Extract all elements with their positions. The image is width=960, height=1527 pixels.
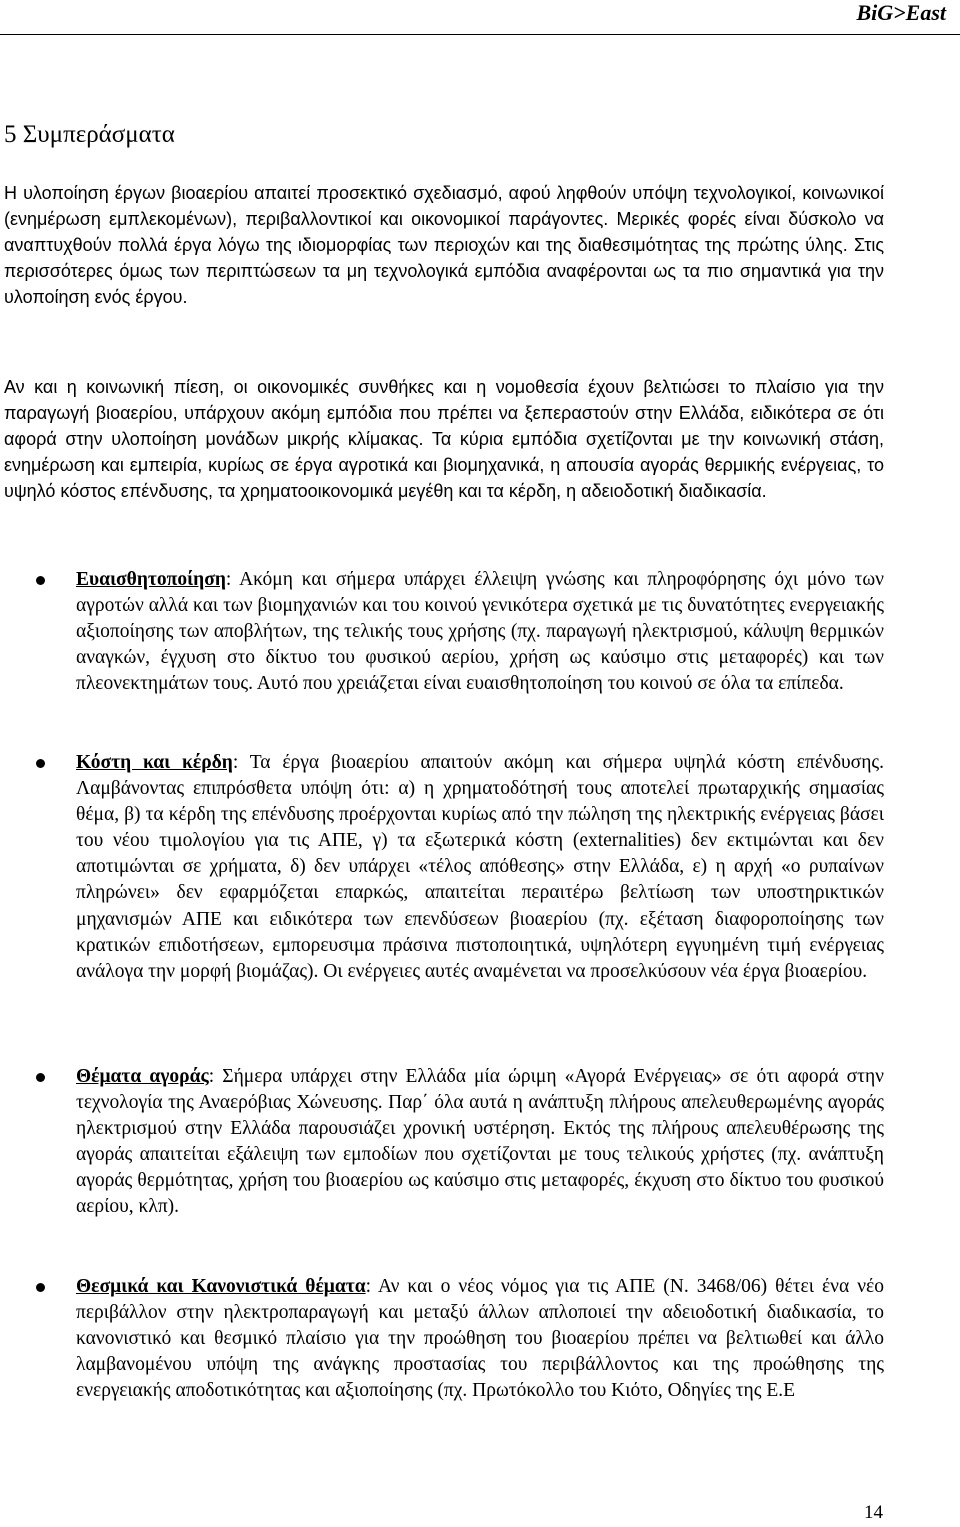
paragraph-intro: Η υλοποίηση έργων βιοαερίου απαιτεί προσεκτικό σχεδιασμό, αφού ληφθούν υπόψη τεχνολογικοί, κοινωνικοί (ενημέρωση εμπλεκομένων), περιβαλλοντικοί και οικονομικοί παράγοντες. Μερικές φορές είναι δύσκολο να αναπτυχθούν πολλά έργα λόγω της ιδιομορφίας των περιοχών και της διαθεσιμότητας της πρώτης ύλης. Στις περισσότερες όμως των περιπτώσεων τα μη τεχνολογικά εμπόδια αναφέρονται ως τα πιο σημαντικά για την υλοποίηση ενός έργου. xyxy=(4,183,884,308)
bullet-term: Ευαισθητοποίηση xyxy=(76,569,226,590)
header-divider xyxy=(0,34,960,35)
list-item-regulatory-issues xyxy=(0,1274,884,1404)
bullet-separator: : xyxy=(232,752,250,773)
bullet-text: Ακόμη και σήμερα υπάρχει έλλειψη γνώσης και πληροφόρησης όχι μόνο των αγροτών αλλά και των βιομηχανιών και του κοινού γενικότερα σχετικά με τις δυνατότητες ενεργειακής αξιοποίησης των αποβλήτων, της τελικής τους χρήσης (πχ. παραγωγή ηλεκτρισμού, κάλυψη θερμικών αναγκών, έγχυση στο δίκτυο του φυσικού αερίου, χρήση ως καύσιμο στις μεταφορές) και των πλεονεκτημάτων τους. Αυτό που χρειάζεται είναι ευαισθητοποίηση του κοινού σε όλα τα επίπεδα. xyxy=(76,569,884,695)
bullet-term: Κόστη και κέρδη xyxy=(76,752,233,773)
bullet-text: Τα έργα βιοαερίου απαιτούν ακόμη και σήμερα υψηλά κόστη επένδυσης. Λαμβάνοντας επιπρόσθετα υπόψη ότι: α) η χρηματοδότησή τους αποτελεί πρωταρχικής σημασίας θέμα, β) τα κέρδη της επένδυσης προέρχονται κυρίως από την πώληση της ηλεκτρικής ενέργειας βάσει του νέου τιμολογίου για τις ΑΠΕ, γ) τα εξωτερικά κόστη (externalities) δεν εκτιμώνται και δεν αποτιμώνται σε χρήματα, δ) δεν υπάρχει «τέλος απόθεσης» στην Ελλάδα, ε) η αρχή «ο ρυπαίνων πληρώνει» δεν εφαρμόζεται επαρκώς, απαιτείται περαιτέρω βελτίωση των υποστηρικτικών μηχανισμών ΑΠΕ και ειδικότερα των επενδύσεων βιοαερίου (πχ. εξέταση διαφοροποίησης των κρατικών επιδοτήσεων, εμπορευσιμα πράσινα πιστοποιητικά, υψηλότερη εγγυημένη τιμή ενέργειας ανάλογα την μορφή βιομάζας). Οι ενέργειες αυτές αναμένεται να προσελκύσουν νέα έργα βιοαερίου. xyxy=(76,752,884,982)
page-number: 14 xyxy=(864,1502,883,1523)
bullet-dot-icon xyxy=(36,1283,45,1292)
bullet-separator: : xyxy=(225,569,240,590)
list-item-market-issues xyxy=(0,1064,884,1274)
bullet-dot-icon xyxy=(36,759,45,768)
section-title: 5 Συμπεράσματα xyxy=(4,121,175,148)
bullet-text: Σήμερα υπάρχει στην Ελλάδα μία ώριμη «Αγορά Ενέργειας» σε ότι αφορά στην τεχνολογία της Αναερόβιας Χώνευσης. Παρ΄ όλα αυτά η ανάπτυξη πλήρους απελευθερωμένης αγοράς ηλεκτρισμού στην Ελλάδα παρουσιάζει χρονική υστέρηση. Εκτός της πλήρους απελευθέρωσης της αγοράς απαιτείται εξάλειψη των εμποδίων που σχετίζονται με τους τελικούς χρήστες (πχ. ανάπτυξη αγοράς θερμότητας, χρήση του βιοαερίου ως καύσιμο στις μεταφορές, έκχυση στο δίκτυο του φυσικού αερίου, κλπ). xyxy=(76,1066,884,1218)
bullet-term: Θέματα αγοράς xyxy=(76,1066,209,1087)
list-item-awareness xyxy=(0,567,884,750)
bullet-term: Θεσμικά και Κανονιστικά θέματα xyxy=(76,1276,366,1297)
bullet-dot-icon xyxy=(36,576,45,585)
bullet-separator: : xyxy=(365,1276,378,1297)
bullet-text: Αν και ο νέος νόμος για τις ΑΠΕ (Ν. 3468/06) θέτει ένα νέο περιβάλλον στην ηλεκτροπαραγωγή και μεταξύ άλλων απλοποιεί την αδειοδοτική διαδικασία, το κανονιστικό και θεσμικό πλαίσιο για την προώθηση του βιοαερίου πρέπει να βελτιωθεί και άλλο λαμβανομένου υπόψη της ανάγκης προστασίας του περιβάλλοντος και της προώθησης της ενεργειακής αποδοτικότητας και αξιοποίησης (πχ. Πρωτόκολλο του Κιότο, Οδηγίες της Ε.Ε xyxy=(76,1276,884,1402)
bullet-separator: : xyxy=(208,1066,223,1087)
list-item-costs-profits xyxy=(0,750,884,1064)
barriers-list xyxy=(0,567,960,1404)
paragraph-barriers: Αν και η κοινωνική πίεση, οι οικονομικές συνθήκες και η νομοθεσία έχουν βελτιώσει το πλαίσιο για την παραγωγή βιοαερίου, υπάρχουν ακόμη εμπόδια που πρέπει να ξεπεραστούν στην Ελλάδα, ειδικότερα σε ότι αφορά στην υλοποίηση μονάδων μικρής κλίμακας. Τα κύρια εμπόδια σχετίζονται με την κοινωνική στάση, ενημέρωση και εμπειρία, κυρίως σε έργα αγροτικά και βιομηχανικά, η απουσία αγοράς θερμικής ενέργειας, το υψηλό κόστος επένδυσης, τα χρηματοοικονομικά μεγέθη και τα κέρδη, η αδειοδοτική διαδικασία. xyxy=(4,377,884,502)
bullet-dot-icon xyxy=(36,1073,45,1082)
header-brand: BiG>East xyxy=(856,0,946,25)
